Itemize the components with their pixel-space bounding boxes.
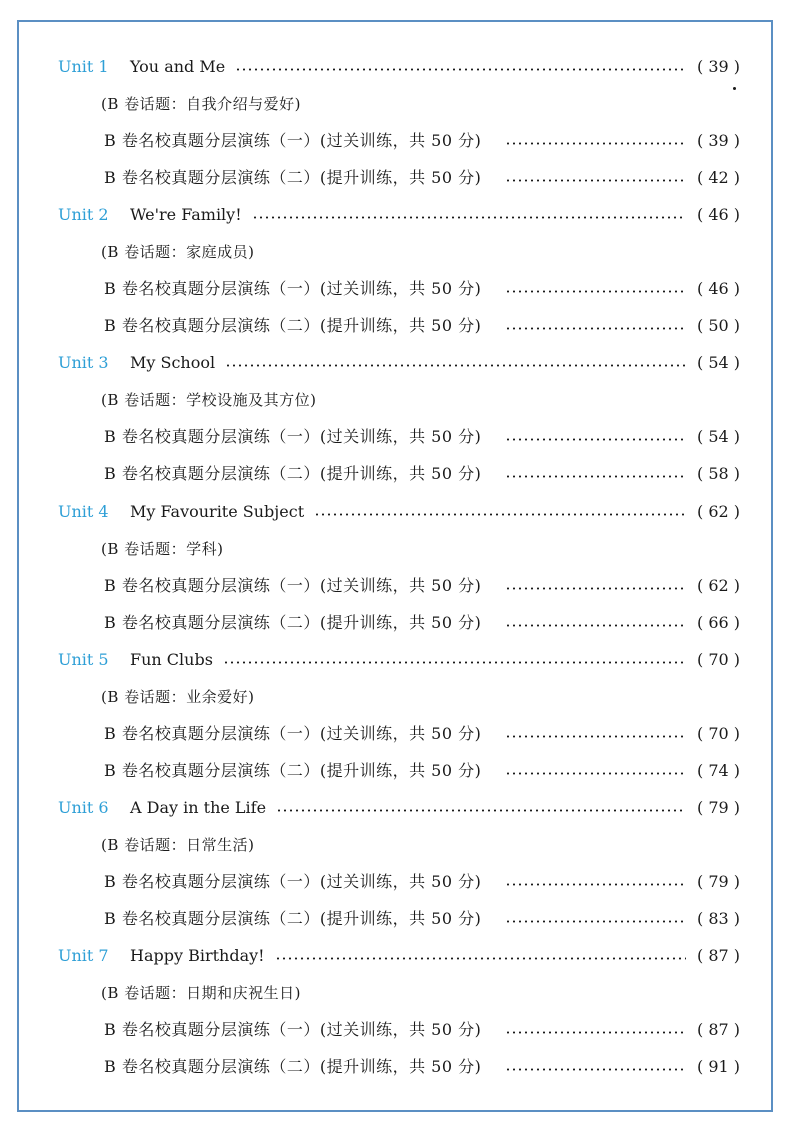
page-number: ( 46 ) (696, 205, 740, 224)
page-number: ( 74 ) (696, 761, 740, 780)
page-number: ( 50 ) (696, 316, 740, 335)
practice-title: B 卷名校真题分层演练（一）(过关训练，共 50 分) (104, 1020, 482, 1039)
practice-title: B 卷名校真题分层演练（一）(过关训练，共 50 分) (104, 872, 482, 891)
topic-text: (B 卷话题：自我介绍与爱好) (101, 95, 301, 113)
page-number: ( 58 ) (696, 464, 740, 483)
unit-label: Unit 1 (58, 57, 109, 76)
dot-leader (314, 513, 686, 516)
toc-practice[interactable] (104, 461, 740, 487)
toc-topic (101, 832, 740, 858)
page-number: ( 54 ) (696, 427, 740, 446)
unit-title: My Favourite Subject (130, 502, 305, 521)
dot-leader (505, 327, 686, 330)
dot-leader (505, 587, 686, 590)
practice-title: B 卷名校真题分层演练（二）(提升训练，共 50 分) (104, 613, 482, 632)
toc-practice[interactable] (104, 721, 740, 747)
dot-leader (505, 179, 686, 182)
toc-practice[interactable] (104, 1017, 740, 1043)
dot-leader (225, 364, 686, 367)
toc-unit-1[interactable] (58, 54, 740, 80)
dot-leader (505, 883, 686, 886)
toc-unit-7[interactable] (58, 943, 740, 969)
toc-practice[interactable] (104, 128, 740, 154)
stray-dot (733, 87, 736, 90)
practice-title: B 卷名校真题分层演练（二）(提升训练，共 50 分) (104, 909, 482, 928)
practice-title: B 卷名校真题分层演练（二）(提升训练，共 50 分) (104, 168, 482, 187)
page-number: ( 87 ) (696, 946, 740, 965)
topic-text: (B 卷话题：日期和庆祝生日) (101, 984, 301, 1002)
dot-leader (235, 68, 686, 71)
unit-label: Unit 2 (58, 205, 109, 224)
topic-text: (B 卷话题：学科) (101, 540, 224, 558)
toc-topic (101, 684, 740, 710)
topic-text: (B 卷话题：家庭成员) (101, 243, 255, 261)
dot-leader (505, 735, 686, 738)
toc-unit-5[interactable] (58, 647, 740, 673)
page-number: ( 87 ) (696, 1020, 740, 1039)
unit-label: Unit 6 (58, 798, 109, 817)
dot-leader (505, 475, 686, 478)
page-number: ( 79 ) (696, 872, 740, 891)
page-number: ( 62 ) (696, 502, 740, 521)
dot-leader (505, 624, 686, 627)
page-number: ( 66 ) (696, 613, 740, 632)
practice-title: B 卷名校真题分层演练（二）(提升训练，共 50 分) (104, 316, 482, 335)
toc-practice[interactable] (104, 906, 740, 932)
unit-title: A Day in the Life (130, 798, 267, 817)
dot-leader (276, 809, 686, 812)
page-number: ( 91 ) (696, 1057, 740, 1076)
page-number: ( 62 ) (696, 576, 740, 595)
unit-label: Unit 7 (58, 946, 109, 965)
unit-label: Unit 5 (58, 650, 109, 669)
toc-practice[interactable] (104, 165, 740, 191)
toc-practice[interactable] (104, 573, 740, 599)
unit-label: Unit 3 (58, 353, 109, 372)
page-number: ( 83 ) (696, 909, 740, 928)
page-number: ( 54 ) (696, 353, 740, 372)
practice-title: B 卷名校真题分层演练（一）(过关训练，共 50 分) (104, 724, 482, 743)
dot-leader (505, 772, 686, 775)
toc-unit-3[interactable] (58, 350, 740, 376)
practice-title: B 卷名校真题分层演练（二）(提升训练，共 50 分) (104, 464, 482, 483)
toc-practice[interactable] (104, 758, 740, 784)
page-number: ( 42 ) (696, 168, 740, 187)
page-number: ( 46 ) (696, 279, 740, 298)
page-number: ( 70 ) (696, 650, 740, 669)
toc-topic (101, 239, 740, 265)
toc-practice[interactable] (104, 276, 740, 302)
toc-practice[interactable] (104, 313, 740, 339)
toc-practice[interactable] (104, 424, 740, 450)
toc-topic (101, 980, 740, 1006)
unit-title: We're Family! (130, 205, 242, 224)
practice-title: B 卷名校真题分层演练（二）(提升训练，共 50 分) (104, 1057, 482, 1076)
toc-practice[interactable] (104, 610, 740, 636)
toc-topic (101, 536, 740, 562)
practice-title: B 卷名校真题分层演练（一）(过关训练，共 50 分) (104, 131, 482, 150)
practice-title: B 卷名校真题分层演练（一）(过关训练，共 50 分) (104, 427, 482, 446)
toc-practice[interactable] (104, 1054, 740, 1080)
unit-title: Fun Clubs (130, 650, 213, 669)
dot-leader (505, 438, 686, 441)
dot-leader (252, 216, 686, 219)
toc-topic (101, 387, 740, 413)
toc-topic (101, 91, 740, 117)
dot-leader (275, 957, 686, 960)
dot-leader (505, 920, 686, 923)
unit-title: Happy Birthday! (130, 946, 265, 965)
topic-text: (B 卷话题：业余爱好) (101, 688, 255, 706)
practice-title: B 卷名校真题分层演练（二）(提升训练，共 50 分) (104, 761, 482, 780)
dot-leader (505, 290, 686, 293)
unit-label: Unit 4 (58, 502, 109, 521)
toc-unit-4[interactable] (58, 499, 740, 525)
dot-leader (505, 1031, 686, 1034)
page-number: ( 70 ) (696, 724, 740, 743)
dot-leader (505, 1068, 686, 1071)
toc-unit-2[interactable] (58, 202, 740, 228)
unit-title: You and Me (130, 57, 226, 76)
page-number: ( 79 ) (696, 798, 740, 817)
dot-leader (223, 661, 686, 664)
page-number: ( 39 ) (696, 131, 740, 150)
topic-text: (B 卷话题：学校设施及其方位) (101, 391, 317, 409)
dot-leader (505, 142, 686, 145)
page-number: ( 39 ) (696, 57, 740, 76)
toc-unit-6[interactable] (58, 795, 740, 821)
toc-practice[interactable] (104, 869, 740, 895)
unit-title: My School (130, 353, 216, 372)
practice-title: B 卷名校真题分层演练（一）(过关训练，共 50 分) (104, 279, 482, 298)
practice-title: B 卷名校真题分层演练（一）(过关训练，共 50 分) (104, 576, 482, 595)
topic-text: (B 卷话题：日常生活) (101, 836, 255, 854)
